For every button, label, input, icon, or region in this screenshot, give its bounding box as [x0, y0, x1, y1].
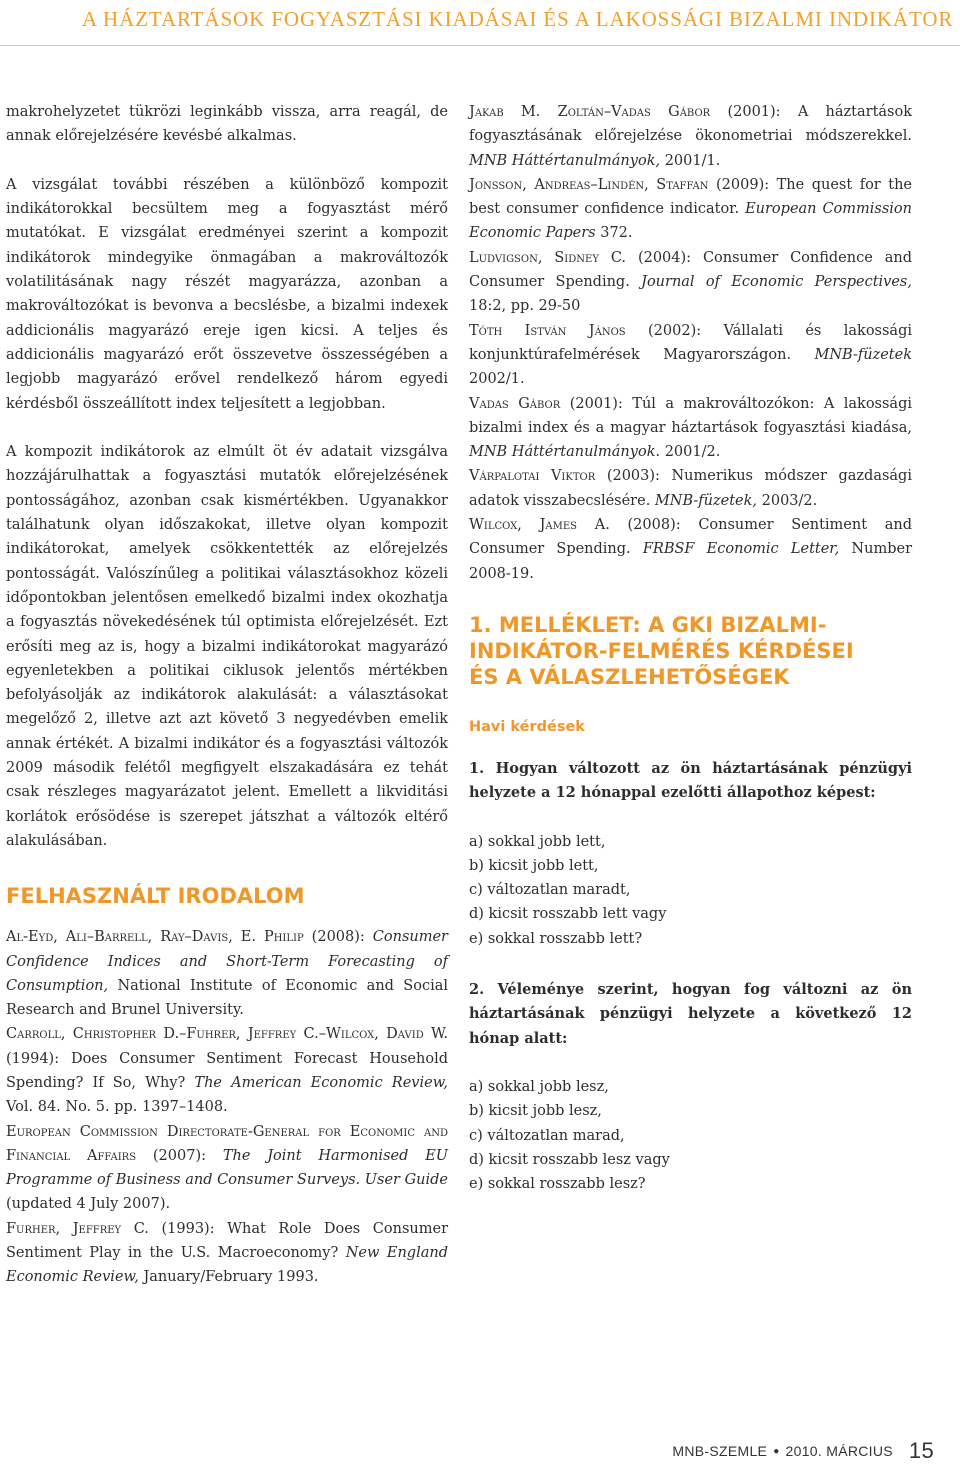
answer-list	[469, 830, 912, 951]
question-block	[469, 757, 912, 951]
left-column	[6, 100, 448, 1290]
header-rule	[0, 45, 960, 46]
answer-option: b) kicsit jobb lesz,	[469, 1103, 602, 1120]
right-column	[469, 100, 912, 1196]
page-number: 15	[908, 1438, 934, 1463]
answer-option: e) sokkal rosszabb lesz?	[469, 1176, 646, 1193]
reference-authors: Vadas Gábor	[469, 395, 561, 412]
answer-option: d) kicsit rosszabb lett vagy	[469, 906, 667, 923]
reference-text: (2002): Vállalati és lakossági konjunktúrafelmérések Magyarországon.	[469, 322, 913, 363]
reference-tail: 2001/2.	[660, 444, 721, 461]
reference-entry	[6, 925, 448, 1022]
reference-text: (2007):	[136, 1147, 223, 1164]
reference-tail: January/February 1993.	[138, 1269, 319, 1286]
reference-authors: European Commission Directorate-General for Economic and Financial Affairs	[6, 1123, 448, 1164]
reference-text: (2003): Numerikus módszer gazdasági adatok visszabecslésére.	[469, 468, 912, 509]
reference-tail: 2003/2.	[757, 492, 818, 509]
references-list-continued	[469, 100, 912, 586]
answer-option: c) változatlan marad,	[469, 1127, 625, 1144]
reference-entry	[469, 392, 912, 465]
reference-entry	[469, 100, 912, 173]
reference-entry	[6, 1120, 448, 1217]
footer-issue: 2010. MÁRCIUS	[785, 1443, 893, 1459]
page-footer	[672, 1438, 934, 1464]
question-block	[469, 978, 912, 1196]
reference-authors: Al-Eyd, Ali–Barrell, Ray–Davis, E. Philip	[6, 929, 304, 946]
footer-journal: MNB-SZEMLE	[672, 1443, 768, 1459]
reference-text: (1993): What Role Does Consumer Sentiment Play in the U.S. Macroeconomy?	[6, 1220, 448, 1262]
reference-authors: Jonsson, Andreas–Lindén, Staffan	[469, 176, 709, 193]
reference-tail: Vol. 84. No. 5. pp. 1397–1408.	[6, 1099, 228, 1116]
answer-option: b) kicsit jobb lett,	[469, 857, 599, 874]
reference-text: (2004): Consumer Confidence and Consumer Spending.	[469, 249, 912, 291]
reference-entry	[469, 319, 912, 392]
reference-source: New England Economic Review,	[6, 1245, 448, 1286]
reference-source: MNB Háttértanulmányok.	[469, 444, 661, 461]
reference-authors: Ludvigson, Sidney C.	[469, 249, 627, 266]
reference-tail: National Institute of Economic and Social Research and Brunel University.	[6, 977, 448, 1019]
reference-text: (2001): A háztartások fogyasztásának előrejelzése ökonometriai módszerekkel.	[469, 104, 913, 145]
reference-source: Journal of Economic Perspectives,	[641, 274, 912, 291]
appendix-subtitle: Havi kérdések	[469, 718, 585, 735]
appendix-title	[469, 612, 912, 690]
reference-source: The American Economic Review,	[194, 1074, 448, 1091]
reference-tail: 2002/1.	[469, 371, 525, 388]
appendix-title-line: 1. MELLÉKLET: A GKI BIZALMI-	[469, 612, 827, 637]
reference-entry	[469, 173, 912, 246]
reference-source: MNB-füzetek	[814, 346, 912, 363]
reference-authors: Tóth István János	[469, 322, 626, 339]
reference-source: Consumer Confidence Indices and Short-Term Forecasting of Consumption,	[6, 929, 448, 994]
reference-text: (2008):	[303, 929, 373, 946]
reference-authors: Wilcox, James A.	[469, 517, 610, 534]
reference-entry	[6, 1217, 448, 1290]
appendix-title-line: INDIKÁTOR-FELMÉRÉS KÉRDÉSEI	[469, 638, 854, 663]
footer-bullet-icon: ●	[773, 1446, 780, 1457]
reference-text: (2009): The quest for the best consumer confidence indicator.	[469, 176, 912, 218]
reference-entry	[469, 513, 912, 586]
reference-tail: 2001/1.	[660, 152, 721, 169]
reference-entry	[469, 246, 912, 319]
question-text: 2. Véleménye szerint, hogyan fog változni az ön háztartásának pénzügyi helyzete a következő 12 hónap alatt:	[469, 981, 912, 1047]
answer-option: c) változatlan maradt,	[469, 882, 631, 899]
reference-authors: Várpalotai Viktor	[469, 468, 596, 485]
reference-authors: Furher, Jeffrey C.	[6, 1220, 149, 1237]
reference-tail: Number 2008-19.	[469, 541, 912, 582]
reference-source: MNB Háttértanulmányok,	[469, 152, 661, 169]
reference-source: FRBSF Economic Letter,	[642, 541, 840, 558]
answer-option: e) sokkal rosszabb lett?	[469, 930, 643, 947]
answer-list	[469, 1075, 912, 1196]
reference-source: The Joint Harmonised EU Programme of Business and Consumer Surveys. User Guide	[6, 1147, 448, 1189]
body-paragraph: A kompozit indikátorok az elmúlt öt év adatait vizsgálva hozzájárulhattak a fogyasztási mutatók előrejelzésének pontosságához, azonban csak kismértékben. Ugyanakkor találhatunk olyan időszakokat, illetve olyan kompozit indikátorokat, amelyek csökkentették az előrejelzés pontosságát. Valószínűleg a politikai választásokhoz közeli időpontokban jelentősen emelkedő bizalmi index okozhatja a fogyasztás növekedésének túl optimista előrejelzését. Ezt erősíti meg az is, hogy a bizalmi indikátorokat magyarázó egyenletekben a politikai ciklusok jelentős mértékben befolyásolják az indikátorok alakulását: a választásokat megelőző 2, illetve azt azt követő 3 negyedévben emelik annak értékét. A bizalmi indikátor és a fogyasztási változók 2009 második felétől megfigyelt elszakadására ez tehát csak részleges magyarázatot jelent. Emellett a likviditási korlátok erősödése is szerepet játszhat a változók eltérő alakulásában.	[6, 444, 448, 849]
reference-source: European Commission Economic Papers	[469, 201, 913, 242]
reference-text: (1994): Does Consumer Sentiment Forecast Household Spending? If So, Why?	[6, 1050, 448, 1091]
running-title: A HÁZTARTÁSOK FOGYASZTÁSI KIADÁSAI ÉS A LAKOSSÁGI BIZALMI INDIKÁTOR	[82, 7, 954, 31]
reference-text: (2001): Túl a makrováltozókon: A lakossági bizalmi index és a magyar háztartások fogyasztási kiadása,	[469, 395, 912, 436]
reference-text: (2008): Consumer Sentiment and Consumer Spending.	[469, 517, 912, 558]
reference-tail: 18:2, pp. 29-50	[469, 298, 581, 315]
reference-tail: (updated 4 July 2007).	[6, 1196, 171, 1213]
answer-option: d) kicsit rosszabb lesz vagy	[469, 1151, 670, 1168]
body-paragraph: makrohelyzetet tükrözi leginkább vissza, arra reagál, de annak előrejelzésére kevésbé alkalmas.	[6, 104, 448, 145]
reference-authors: Carroll, Christopher D.–Fuhrer, Jeffrey C.–Wilcox, David W.	[6, 1026, 448, 1043]
reference-entry	[6, 1022, 448, 1119]
references-list	[6, 925, 448, 1289]
answer-option: a) sokkal jobb lett,	[469, 833, 606, 850]
reference-entry	[469, 464, 912, 513]
references-title: FELHASZNÁLT IRODALOM	[6, 884, 305, 909]
appendix-title-line: ÉS A VÁLASZLEHETŐSÉGEK	[469, 664, 790, 689]
reference-authors: Jakab M. Zoltán–Vadas Gábor	[469, 104, 711, 120]
answer-option: a) sokkal jobb lesz,	[469, 1078, 609, 1095]
reference-source: MNB-füzetek,	[654, 492, 758, 509]
reference-tail: 372.	[595, 225, 633, 242]
body-paragraph: A vizsgálat további részében a különböző kompozit indikátorokkal becsültem meg a fogyasztást mérő mutatókat. E vizsgálat eredményei szerint a kompozit indikátorok mindegyike önmagában a makrováltozók volatilitásának nagy részét magyarázza, azonban a makrováltozókat is bevonva a becslésbe, a bizalmi indexek addicionális magyarázó ereje igen kicsi. A teljes és addicionális magyarázó erőt összevetve összességében a legjobb magyarázó erővel rendelkező három egyedi kérdésből összeállított index teljesített a legjobban.	[6, 176, 448, 412]
question-text: 1. Hogyan változott az ön háztartásának pénzügyi helyzete a 12 hónappal ezelőtti állapothoz képest:	[469, 759, 912, 802]
